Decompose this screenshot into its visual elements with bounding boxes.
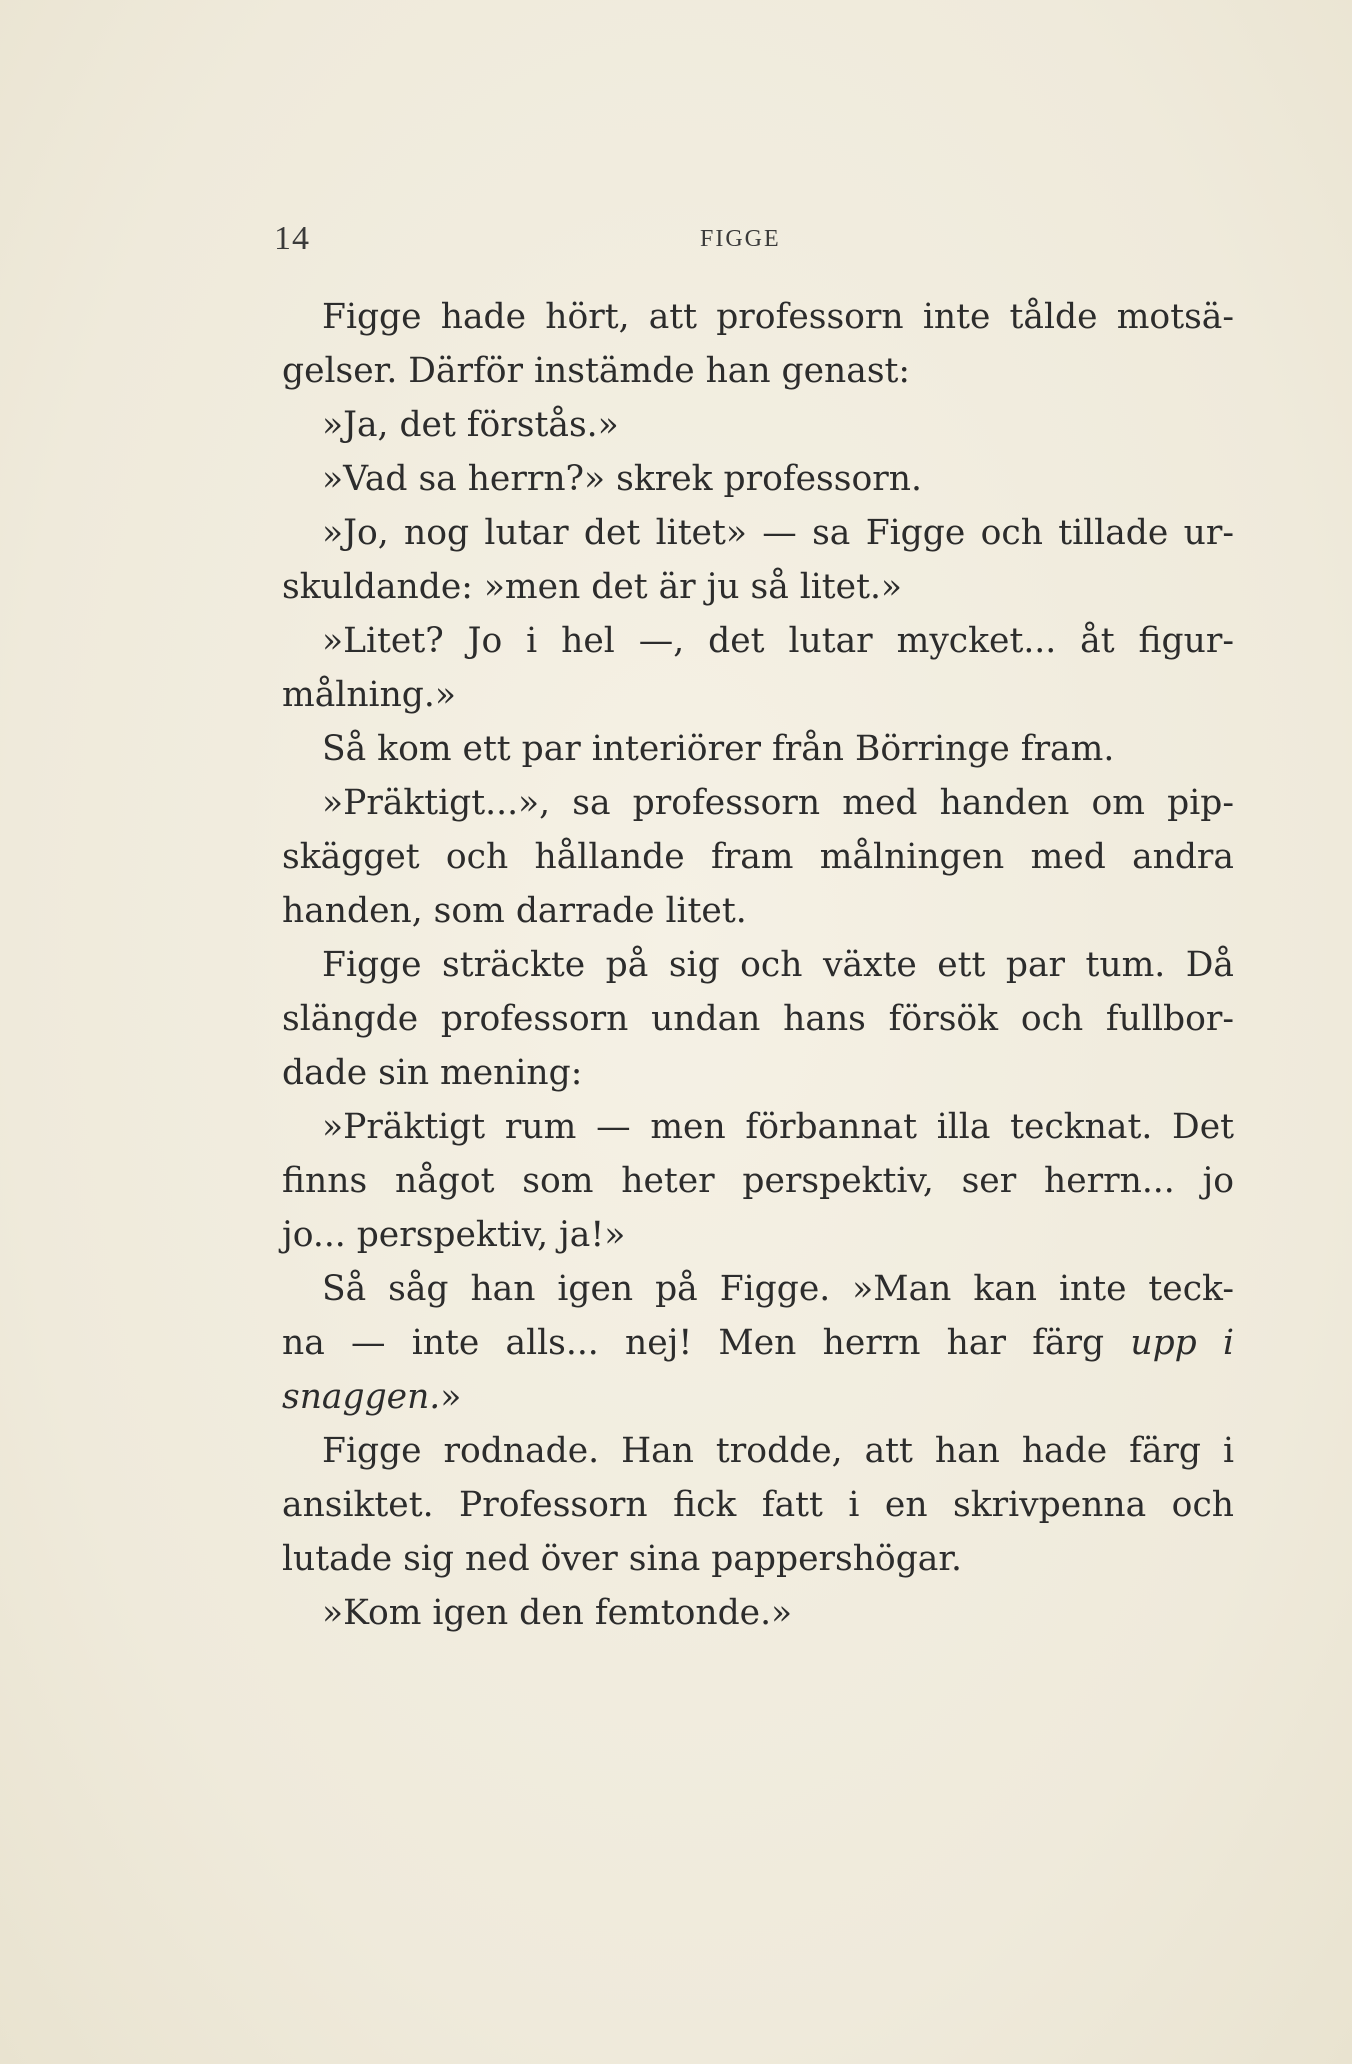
italic-text: snaggen.	[282, 1377, 441, 1417]
text-line: jo... perspektiv, ja!»	[282, 1215, 626, 1255]
text-line: »Vad sa herrn?» skrek professorn.	[322, 459, 922, 499]
text-line: »Jo, nog lutar det litet» — sa Figge och tillade ur-	[322, 513, 1234, 553]
text-line: skuldande: »men det är ju så litet.»	[282, 567, 903, 607]
italic-text: upp i	[1130, 1323, 1234, 1363]
text-line: Så kom ett par interiörer från Börringe fram.	[322, 729, 1115, 769]
text-line: Så såg han igen på Figge. »Man kan inte teck-	[322, 1269, 1234, 1309]
text-line: »Litet? Jo i hel —, det lutar mycket... åt figur-	[322, 621, 1234, 661]
text-line: lutade sig ned över sina pappershögar.	[282, 1539, 963, 1579]
text-line: målning.»	[282, 675, 456, 715]
text-line: »Kom igen den femtonde.»	[322, 1593, 793, 1633]
text-run: na — inte alls... nej! Men herrn har färg	[282, 1323, 1131, 1363]
text-line	[282, 1316, 1234, 1370]
text-line: »Präktigt rum — men förbannat illa tecknat. Det	[322, 1107, 1234, 1147]
text-line: »Präktigt...», sa professorn med handen om pip-	[322, 783, 1234, 823]
text-line: dade sin mening:	[282, 1053, 583, 1093]
text-line: finns något som heter perspektiv, ser herrn... jo	[282, 1161, 1234, 1201]
text-line: Figge hade hört, att professorn inte tålde motsä-	[322, 297, 1234, 337]
text-line: Figge rodnade. Han trodde, att han hade färg i	[322, 1431, 1234, 1471]
body-text	[282, 290, 1234, 1640]
text-line: slängde professorn undan hans försök och fullbor-	[282, 999, 1234, 1039]
text-line	[282, 1370, 1234, 1424]
text-line: skägget och hållande fram målningen med andra	[282, 837, 1234, 877]
text-line: »Ja, det förstås.»	[322, 405, 619, 445]
text-line: handen, som darrade litet.	[282, 891, 747, 931]
text-line: gelser. Därför instämde han genast:	[282, 351, 911, 391]
page-number: 14	[274, 220, 310, 257]
running-title: FIGGE	[700, 226, 781, 252]
text-line: ansiktet. Professorn fick fatt i en skrivpenna och	[282, 1485, 1234, 1525]
text-run: »	[440, 1377, 462, 1417]
text-line: Figge sträckte på sig och växte ett par tum. Då	[322, 945, 1234, 985]
